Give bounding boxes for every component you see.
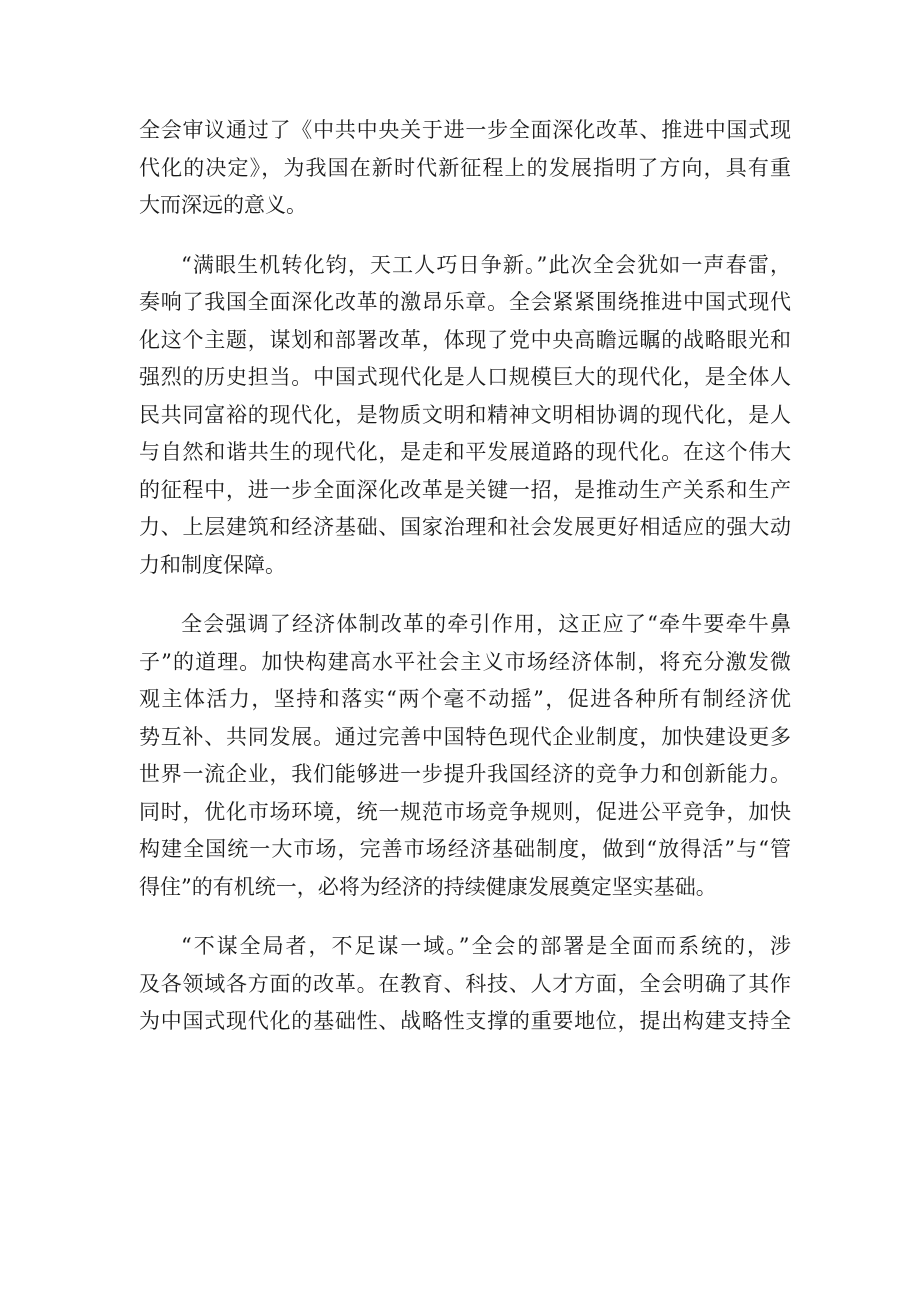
text-line: 势互补、共同发展。通过完善中国特色现代企业制度，加快建设更多 [139,724,791,749]
text-line: 奏响了我国全面深化改革的激昂乐章。全会紧紧围绕推进中国式现代 [139,290,791,314]
text-line: 大而深远的意义。 [139,193,307,217]
text-line: 全会强调了经济体制改革的牵引作用，这正应了“牵牛要牵牛鼻 [181,612,791,636]
text-line: 强烈的历史担当。中国式现代化是人口规模巨大的现代化，是全体人 [139,365,791,389]
text-line: 代化的决定》，为我国在新时代新征程上的发展指明了方向，具有重 [139,155,791,180]
text-line: “满眼生机转化钧，天工人巧日争新。”此次全会犹如一声春雷， [181,252,791,277]
text-line: 全会审议通过了《中共中央关于进一步全面深化改革、推进中国式现 [139,118,791,142]
text-line: 子”的道理。加快构建高水平社会主义市场经济体制，将充分激发微 [139,649,791,674]
paragraph-2 [139,247,791,585]
paragraph-4 [139,928,791,1041]
text-line: 民共同富裕的现代化，是物质文明和精神文明相协调的现代化，是人 [139,402,791,427]
text-line: 与自然和谐共生的现代化，是走和平发展道路的现代化。在这个伟大 [139,440,791,464]
text-line: 同时，优化市场环境，统一规范市场竞争规则，促进公平竞争，加快 [139,799,791,824]
body-text [139,112,791,1063]
text-line: 得住”的有机统一，必将为经济的持续健康发展奠定坚实基础。 [139,874,717,899]
text-line: 化这个主题，谋划和部署改革，体现了党中央高瞻远瞩的战略眼光和 [139,327,791,352]
text-line: 为中国式现代化的基础性、战略性支撑的重要地位，提出构建支持全 [139,1009,791,1033]
paragraph-3 [139,606,791,906]
paragraph-1 [139,112,791,225]
text-line: 及各领域各方面的改革。在教育、科技、人才方面，全会明确了其作 [139,971,791,996]
text-line: 观主体活力，坚持和落实“两个毫不动摇”，促进各种所有制经济优 [139,687,791,711]
text-line: 力和制度保障。 [139,552,286,577]
text-line: 力、上层建筑和经济基础、国家治理和社会发展更好相适应的强大动 [139,515,791,539]
text-line: 构建全国统一大市场，完善市场经济基础制度，做到“放得活”与“管 [139,837,791,861]
text-line: “不谋全局者，不足谋一域。”全会的部署是全面而系统的，涉 [181,934,791,958]
text-line: 的征程中，进一步全面深化改革是关键一招，是推动生产关系和生产 [139,477,791,502]
text-line: 世界一流企业，我们能够进一步提升我国经济的竞争力和创新能力。 [139,762,791,786]
